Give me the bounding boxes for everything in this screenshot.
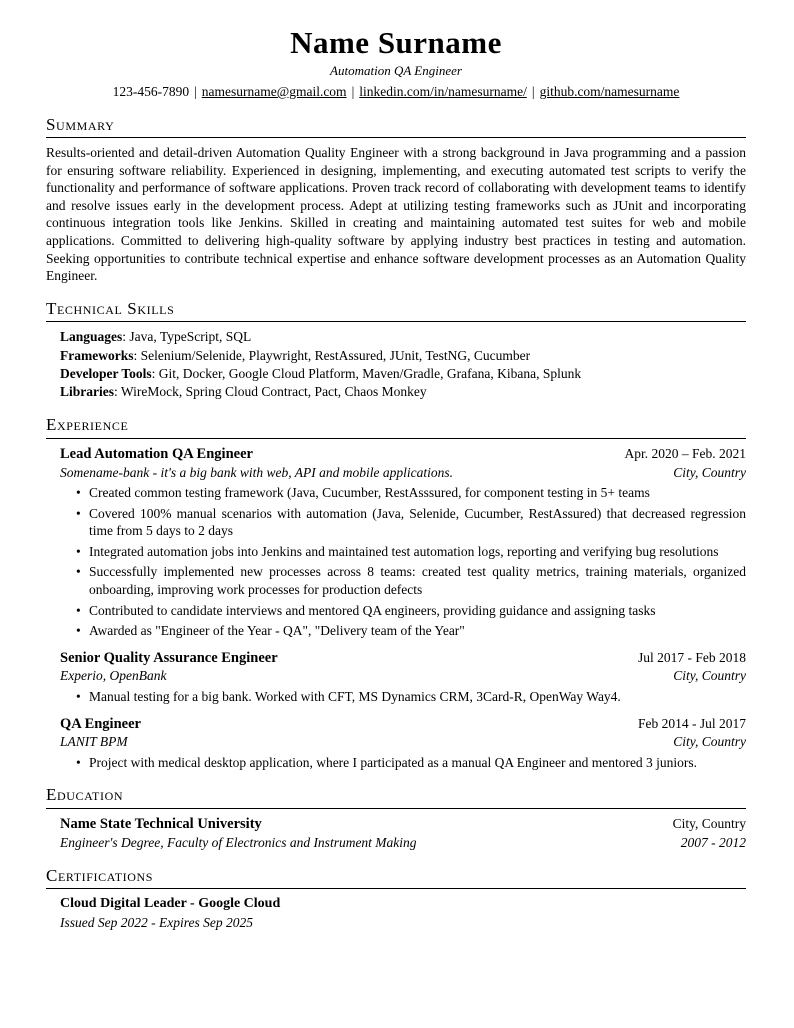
job-bullet-list xyxy=(74,484,746,639)
job-bullet: • Contributed to candidate interviews and mentored QA engineers, providing guidance and assigning tasks xyxy=(74,602,746,620)
job-bullet: • Manual testing for a big bank. Worked with CFT, MS Dynamics CRM, 3Card-R, OpenWay Way4. xyxy=(74,688,746,706)
section-rule xyxy=(46,888,746,889)
section-technical-skills xyxy=(46,300,746,402)
job-location: City, Country xyxy=(673,464,746,480)
person-name: Name Surname xyxy=(290,25,502,60)
job-bullet-list xyxy=(74,754,746,772)
skills-row-languages xyxy=(60,328,746,346)
summary-heading: Summary xyxy=(46,114,115,134)
job-bullet: • Created common testing framework (Java, Cucumber, RestAsssured, for component testing in 5+ teams xyxy=(74,484,746,502)
phone-number: 123-456-7890 xyxy=(112,83,190,99)
skills-list xyxy=(60,328,746,401)
skill-label: Libraries xyxy=(60,383,114,399)
skill-label: Frameworks xyxy=(60,347,134,363)
certification-name: Cloud Digital Leader - Google Cloud xyxy=(60,896,281,912)
linkedin-link[interactable]: linkedin.com/in/namesurname/ xyxy=(359,83,527,99)
job-bullet: • Successfully implemented new processes across 8 teams: created test quality metrics, training materials, organized onboarding, improving work processes for production defects xyxy=(74,563,746,598)
email-link[interactable]: namesurname@gmail.com xyxy=(201,83,347,99)
person-title: Automation QA Engineer xyxy=(330,63,462,79)
education-heading: Education xyxy=(46,785,124,805)
job-title-row xyxy=(60,445,746,464)
experience-job-senior-qa xyxy=(60,649,746,706)
skills-row-developer-tools xyxy=(60,365,746,383)
section-education xyxy=(46,786,746,851)
skill-value: : Git, Docker, Google Cloud Platform, Maven/Gradle, Grafana, Kibana, Splunk xyxy=(151,365,582,381)
section-experience xyxy=(46,416,746,771)
skills-row-frameworks xyxy=(60,347,746,365)
job-company: Experio, OpenBank xyxy=(60,668,167,684)
section-summary xyxy=(46,116,746,285)
education-entry xyxy=(60,815,746,851)
certification-dates: Issued Sep 2022 - Expires Sep 2025 xyxy=(60,915,253,931)
section-rule xyxy=(46,438,746,439)
education-degree-row xyxy=(60,834,746,852)
skill-value: : Java, TypeScript, SQL xyxy=(122,329,252,345)
contact-line xyxy=(46,83,746,101)
job-bullet-list xyxy=(74,688,746,706)
contact-separator: | xyxy=(194,83,197,99)
job-company: Somename-bank - it's a big bank with web, API and mobile applications. xyxy=(60,464,453,480)
job-company: LANIT BPM xyxy=(60,734,128,750)
skill-value: : WireMock, Spring Cloud Contract, Pact, Chaos Monkey xyxy=(114,383,427,399)
experience-job-lead-automation xyxy=(60,445,746,640)
job-company-row xyxy=(60,464,746,482)
job-title: QA Engineer xyxy=(60,715,141,732)
education-degree: Engineer's Degree, Faculty of Electronics and Instrument Making xyxy=(60,835,417,851)
education-dates: 2007 - 2012 xyxy=(680,835,746,851)
job-company-row xyxy=(60,667,746,685)
job-title: Senior Quality Assurance Engineer xyxy=(60,649,278,666)
job-location: City, Country xyxy=(673,734,746,750)
summary-text: Results-oriented and detail-driven Automation Quality Engineer with a strong background in Java programming and a passion for ensuring software reliability. Experienced in designing, implementing, and executing automated test scripts to verify the functionality and performance of software applications. Proven track record of collaborating with development teams to identify and resolve issues early in the development process. Adept at utilizing testing frameworks such as JUnit and incorporating continuous integration tools like Jenkins. Skilled in creating and maintaining automated test suites for web and mobile applications. Committed to delivering high-quality software by applying industry best practices in testing and automation. Seeking opportunities to contribute technical expertise and enhance software development processes as an Automation Quality Engineer. xyxy=(46,145,746,284)
job-company-row xyxy=(60,733,746,751)
skill-label: Developer Tools xyxy=(60,365,152,381)
skill-label: Languages xyxy=(60,329,123,345)
resume-header xyxy=(46,26,746,101)
education-school-name: Name State Technical University xyxy=(60,816,262,833)
job-title-row xyxy=(60,715,746,734)
github-link[interactable]: github.com/namesurname xyxy=(539,83,680,99)
contact-separator: | xyxy=(351,83,355,99)
section-rule xyxy=(46,321,746,322)
education-location: City, Country xyxy=(672,816,746,832)
skills-heading: Technical Skills xyxy=(46,298,175,318)
experience-heading: Experience xyxy=(46,415,129,435)
section-certifications xyxy=(46,867,746,932)
experience-job-qa-engineer xyxy=(60,715,746,772)
certification-entry xyxy=(60,895,746,932)
job-dates: Feb 2014 - Jul 2017 xyxy=(638,715,746,731)
job-dates: Jul 2017 - Feb 2018 xyxy=(638,649,746,665)
job-bullet: • Project with medical desktop application, where I participated as a manual QA Engineer and mentored 3 juniors. xyxy=(74,754,746,772)
job-bullet: • Integrated automation jobs into Jenkins and maintained test automation logs, reporting and verifying bug resolutions xyxy=(74,543,746,561)
job-title-row xyxy=(60,649,746,668)
job-location: City, Country xyxy=(673,668,746,684)
skills-row-libraries xyxy=(60,383,746,401)
certifications-heading: Certifications xyxy=(46,865,154,885)
job-bullet: • Awarded as "Engineer of the Year - QA", "Delivery team of the Year" xyxy=(74,622,746,640)
job-bullet: • Covered 100% manual scenarios with automation (Java, Selenide, Cucumber, RestAssured) that decreased regression time from 5 days to 2 days xyxy=(74,505,746,540)
contact-separator: | xyxy=(531,83,535,99)
section-rule xyxy=(46,137,746,138)
education-name-row xyxy=(60,815,746,834)
section-rule xyxy=(46,808,746,809)
job-dates: Apr. 2020 – Feb. 2021 xyxy=(624,445,746,461)
skill-value: : Selenium/Selenide, Playwright, RestAssured, JUnit, TestNG, Cucumber xyxy=(133,347,531,363)
job-title: Lead Automation QA Engineer xyxy=(60,445,253,462)
